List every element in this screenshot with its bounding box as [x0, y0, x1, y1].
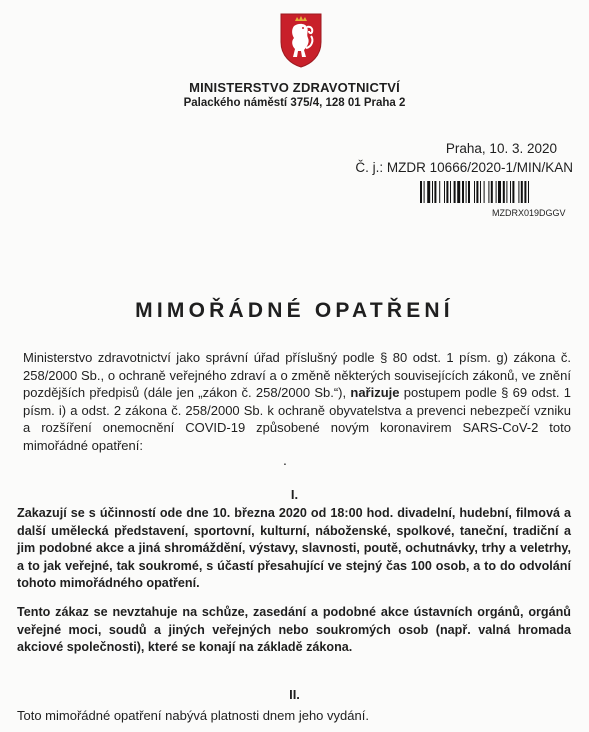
barcode-bar [457, 181, 460, 203]
barcode-bar [450, 181, 451, 203]
barcode-bar [444, 181, 445, 203]
ministry-address: Palackého náměstí 375/4, 128 01 Praha 2 [183, 97, 406, 109]
barcode-code: MZDRX019DGGV [492, 208, 566, 218]
section-2-heading: II. [289, 687, 300, 702]
coat-of-arms-icon [279, 12, 323, 68]
barcode-bar [518, 181, 519, 203]
barcode [420, 181, 572, 203]
barcode-bar [420, 181, 422, 203]
barcode-bar [468, 181, 470, 203]
barcode-bar [480, 181, 481, 203]
barcode-bar [466, 181, 467, 203]
barcode-bar [484, 181, 485, 203]
intro-paragraph [23, 349, 571, 455]
intro-text-start: Ministerstvo zdravotnictví jako správní úřad příslušný podle § 80 odst. 1 písm. g) zákona č. 258/2000 Sb., o ochraně veřejného zdraví a o změně některých souvisejících zákonů, ve znění pozdějších předpisů (dále jen „zákon č. 258/2000 Sb.“), [23, 350, 571, 401]
barcode-bar [446, 181, 448, 203]
barcode-bar [432, 181, 433, 203]
barcode-bar [427, 181, 430, 203]
document-date: Praha, 10. 3. 2020 [445, 141, 557, 156]
barcode-bar [434, 181, 436, 203]
barcode-bar [510, 181, 511, 203]
barcode-bar [512, 181, 514, 203]
barcode-bar [488, 181, 489, 203]
barcode-bar [528, 181, 529, 203]
barcode-bar [498, 181, 501, 203]
section-1-paragraph-2: Tento zákaz se nevztahuje na schůze, zasedání a podobné akce ústavních orgánů, orgánů veřejné moci, soudů a jiných veřejných nebo soukromých osob (např. valná hromada akciové společnosti), které se konají na základě zákona. [17, 605, 571, 655]
reference-number: Č. j.: MZDR 10666/2020-1/MIN/KAN [355, 160, 573, 175]
ministry-name: MINISTERSTVO ZDRAVOTNICTVÍ [189, 80, 400, 95]
section-1-heading: I. [290, 487, 299, 502]
barcode-bar [496, 181, 497, 203]
section-1-paragraph-1: Zakazují se s účinností ode dne 10. března 2020 od 18:00 hod. divadelní, hudební, filmová a další umělecká představení, sportovní, kulturní, náboženské, spolkové, taneční, tradiční a jim podobné akce a jiná shromáždění, výstavy, slavnosti, poutě, ochutnávky, trhy a veletrhy, a to jak veřejné, tak soukromé, s účastí přesahující ve stejný čas 100 osob, a to do odvolání tohoto mimořádného opatření. [17, 506, 571, 591]
barcode-bar [439, 181, 440, 203]
barcode-bar [462, 181, 464, 203]
barcode-bar [506, 181, 507, 203]
document-title: MIMOŘÁDNÉ OPATŘENÍ [135, 299, 454, 322]
intro-text-end: postupem podle § 69 odst. 1 písm. i) a odst. 2 zákona č. 258/2000 Sb. k ochraně obyvatelstva a prevenci nebezpečí vzniku a rozšíření onemocnění COVID-19 způsobené novým koronavirem SARS-CoV-2 toto mimořádné opatření: [23, 385, 571, 453]
barcode-bar [521, 181, 523, 203]
barcode-bar [503, 181, 505, 203]
barcode-bar [424, 181, 425, 203]
intro-keyword: nařizuje [350, 385, 400, 401]
barcode-bar [474, 181, 475, 203]
barcode-bar [476, 181, 478, 203]
section-2-paragraph: Toto mimořádné opatření nabývá platnosti dnem jeho vydání. [17, 708, 369, 723]
barcode-bar [524, 181, 526, 203]
barcode-bar [454, 181, 456, 203]
barcode-bar [491, 181, 493, 203]
stray-mark: . [283, 452, 287, 468]
